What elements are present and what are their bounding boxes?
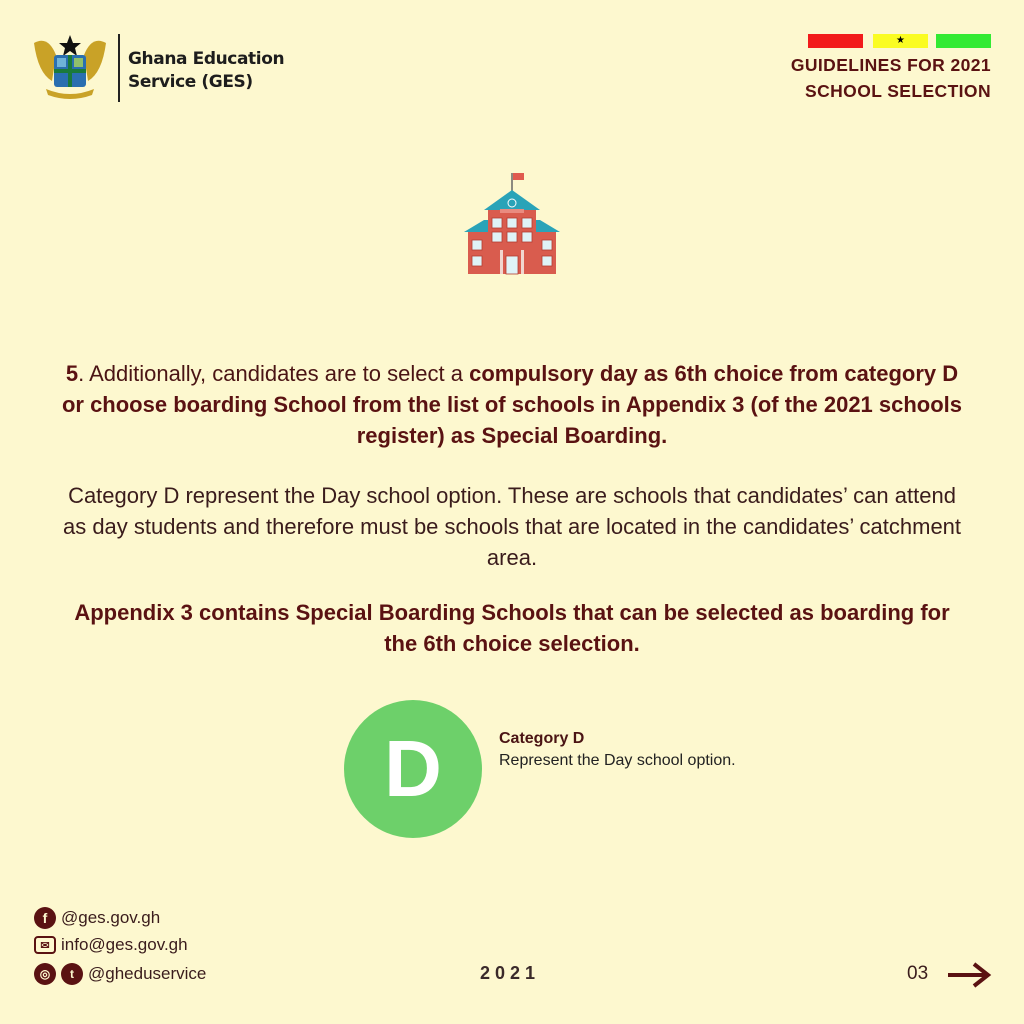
- org-name-line2: Service (GES): [128, 72, 253, 92]
- flag-bar-red: [808, 34, 863, 48]
- facebook-icon: f: [34, 907, 56, 929]
- footer-year: 2021: [480, 963, 541, 983]
- point-5-emphasis: compulsory day as 6th choice from category D or choose boarding School from the list of schools in Appendix 3 (of the 2021 schools register) as Special Boarding.: [61, 361, 963, 448]
- page-number: 03: [907, 963, 929, 984]
- category-d-badge: D: [344, 700, 482, 838]
- header-divider: [118, 34, 120, 102]
- category-description: Represent the Day school option.: [499, 752, 736, 769]
- school-building-icon: [462, 170, 562, 275]
- flag-bar-green: [936, 34, 991, 48]
- point-5-intro: . Additionally, candidates are to select a: [78, 361, 470, 386]
- organization-name: [128, 48, 284, 94]
- org-name-line1: Ghana Education: [128, 49, 285, 69]
- title-line1: GUIDELINES FOR 2021: [790, 55, 991, 75]
- social-contact[interactable]: [34, 963, 206, 985]
- appendix-3-note: Appendix 3 contains Special Boarding Schools that can be selected as boarding for the 6th choice selection.: [74, 600, 950, 656]
- point-number: 5: [65, 361, 79, 386]
- email-contact[interactable]: [34, 935, 188, 955]
- category-d-explanation: Category D represent the Day school option. These are schools that candidates’ can attend as day students and therefore must be schools that are located in the candidates’ catchment area.: [62, 483, 962, 570]
- instagram-icon: ◎: [34, 963, 56, 985]
- facebook-contact[interactable]: [34, 907, 160, 929]
- flag-bar-yellow: [873, 34, 928, 48]
- category-title: Category D: [499, 730, 585, 747]
- twitter-icon: t: [61, 963, 83, 985]
- star-icon: ★: [896, 35, 905, 46]
- guideline-point-5: [60, 358, 964, 451]
- title-line2: SCHOOL SELECTION: [805, 81, 991, 101]
- guidelines-title: [791, 52, 991, 104]
- mail-icon: ✉: [34, 936, 56, 954]
- email-address: info@ges.gov.gh: [61, 935, 188, 954]
- facebook-handle: @ges.gov.gh: [61, 908, 161, 927]
- social-handle: @gheduservice: [88, 964, 207, 983]
- next-arrow-icon[interactable]: [946, 960, 992, 990]
- ghana-coat-of-arms-logo: [30, 33, 110, 103]
